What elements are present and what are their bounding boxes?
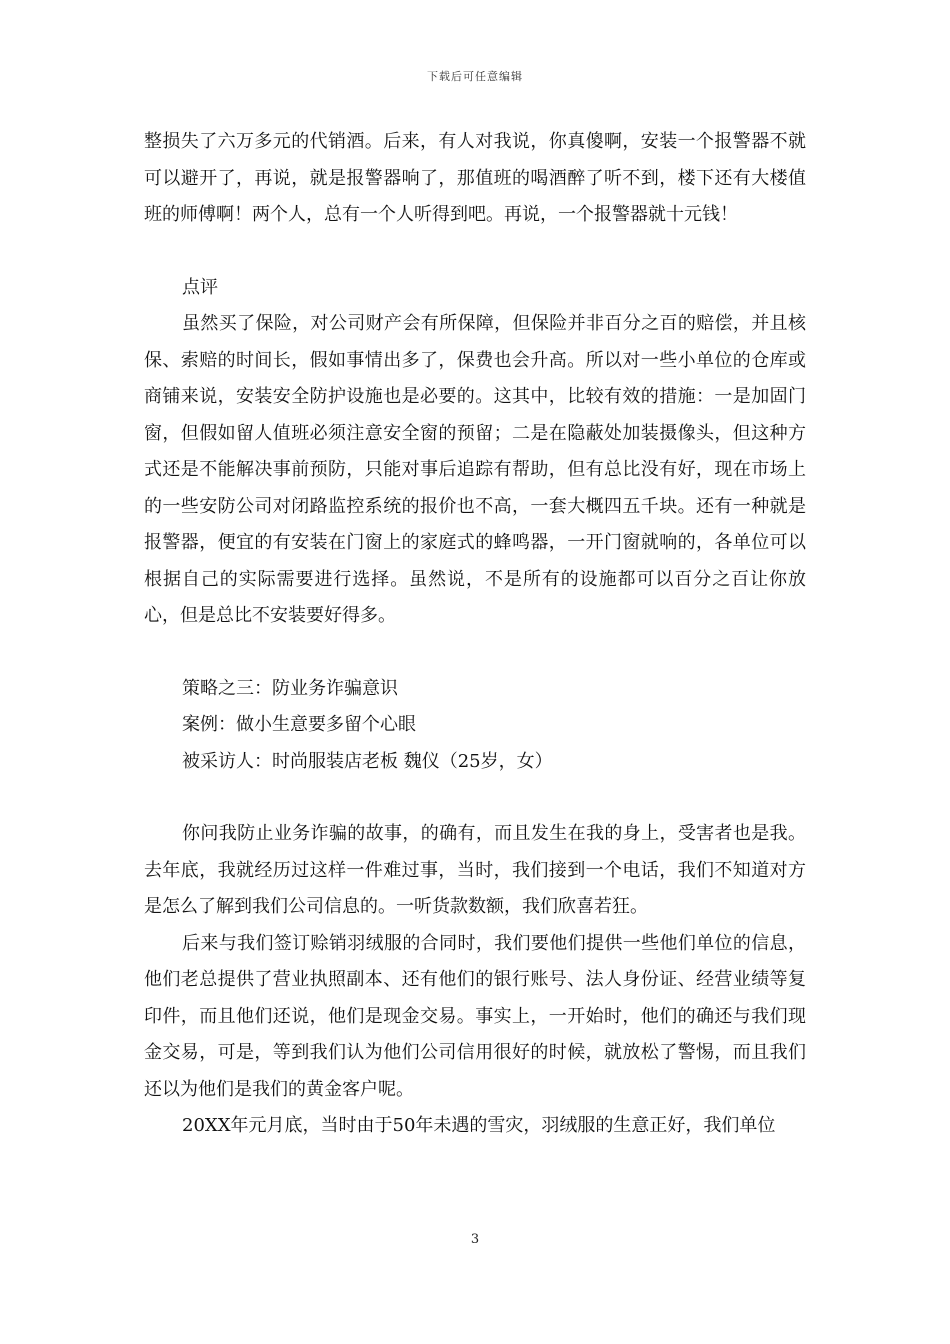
paragraph-gap bbox=[144, 234, 806, 270]
paragraph-case-continuation: 整损失了六万多元的代销酒。后来，有人对我说，你真傻啊，安装一个报警器不就可以避开了，再说，就是报警器响了，那值班的喝酒醉了听不到，楼下还有大楼值班的师傅啊！两个人，总有一个人听得到吧。再说，一个报警器就十元钱！ bbox=[144, 131, 806, 225]
case-title: 案例：做小生意要多留个心眼 bbox=[182, 714, 416, 735]
page-number: 3 bbox=[470, 1232, 480, 1247]
document-body bbox=[144, 124, 806, 1145]
section-heading-strategy: 策略之三：防业务诈骗意识 bbox=[182, 677, 398, 699]
paragraph-gap bbox=[144, 780, 806, 816]
paragraph-story-3: 20XX年元月底，当时由于50年未遇的雪灾，羽绒服的生意正好，我们单位 bbox=[182, 1115, 776, 1136]
paragraph-story-2: 后来与我们签订赊销羽绒服的合同时，我们要他们提供一些他们单位的信息，他们老总提供了营业执照副本、还有他们的银行账号、法人身份证、经营业绩等复印件，而且他们还说，他们是现金交易。事实上，一开始时，他们的确还与我们现金交易，可是，等到我们认为他们公司信用很好的时候，就放松了警惕，而且我们还以为他们是我们的黄金客户呢。 bbox=[144, 932, 806, 1100]
interviewee-line: 被采访人：时尚服装店老板 魏仪（25岁，女） bbox=[182, 750, 553, 772]
paragraph-gap bbox=[144, 635, 806, 671]
page-header: 下载后可任意编辑 bbox=[427, 70, 523, 83]
paragraph-comment-body: 虽然买了保险，对公司财产会有所保障，但保险并非百分之百的赔偿，并且核保、索赔的时间长，假如事情出多了，保费也会升高。所以对一些小单位的仓库或商铺来说，安装安全防护设施也是必要的。这其中，比较有效的措施：一是加固门窗，但假如留人值班必须注意安全窗的预留；二是在隐蔽处加装摄像头，但这种方式还是不能解决事前预防，只能对事后追踪有帮助，但有总比没有好，现在市场上的一些安防公司对闭路监控系统的报价也不高，一套大概四五千块。还有一种就是报警器，便宜的有安装在门窗上的家庭式的蜂鸣器，一开门窗就响的，各单位可以根据自己的实际需要进行选择。虽然说，不是所有的设施都可以百分之百让你放心，但是总比不安装要好得多。 bbox=[144, 313, 806, 626]
paragraph-story-1: 你问我防止业务诈骗的故事，的确有，而且发生在我的身上，受害者也是我。去年底，我就经历过这样一件难过事，当时，我们接到一个电话，我们不知道对方是怎么了解到我们公司信息的。一听货款数额，我们欣喜若狂。 bbox=[144, 823, 806, 917]
section-heading-comment: 点评 bbox=[182, 276, 218, 298]
